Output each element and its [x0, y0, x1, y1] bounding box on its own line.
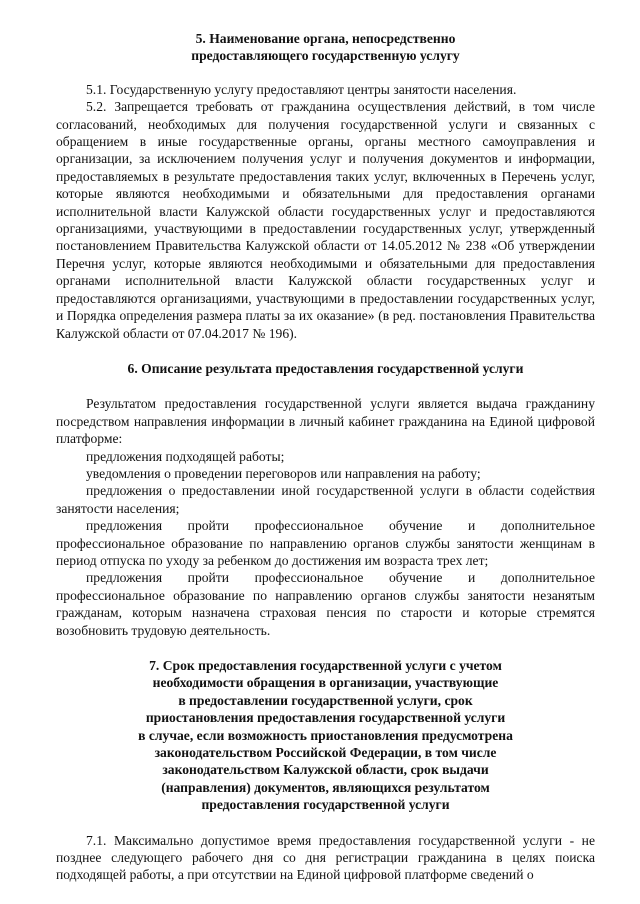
document-content: [56, 30, 595, 884]
section-7-heading-line: законодательством Российской Федерации, в том числе: [154, 745, 497, 761]
result-item: предложения подходящей работы;: [86, 448, 285, 464]
result-item: предложения пройти профессиональное обучение и дополнительное профессиональное образование по направлению органов службы занятости женщинам в период отпуска по уходу за ребенком до достижения им возраста трех лет;: [56, 518, 595, 568]
paragraph-5-1: 5.1. Государственную услугу предоставляют центры занятости населения.: [86, 81, 517, 97]
section-5-heading: [56, 30, 595, 65]
section-7-heading-line: приостановления предоставления государственной услуги: [145, 710, 506, 726]
section-7-heading-line: (направления) документов, являющихся результатом: [161, 779, 490, 795]
result-item: предложения о предоставлении иной государственной услуги в области содействия занятости населения;: [56, 483, 595, 516]
paragraph-7-1: 7.1. Максимально допустимое время предоставления государственной услуги - не позднее следующего рабочего дня со дня регистрации гражданина в целях поиска подходящей работы, а при отсутствии на Единой цифровой платформе сведений о: [56, 832, 595, 883]
section-5-heading-line: 5. Наименование органа, непосредственно: [195, 31, 456, 46]
paragraph-5-2: 5.2. Запрещается требовать от гражданина осуществления действий, в том числе согласований, необходимых для получения государственной услуги и связанных с обращением в иные государственные органы, органы местного самоуправления и организации, за исключением получения услуг и получения документов и информации, предоставляемых в результате предоставления таких услуг, включенных в Перечень услуг, которые являются необходимыми и обязательными для предоставления органами исполнительной власти Калужской области государственных услуг и предоставляются организациями, участвующими в предоставлении государственных услуг, утвержденный постановлением Правительства Калужской области от 14.05.2012 № 238 «Об утверждении Перечня услуг, которые являются необходимыми и обязательными для предоставления органами исполнительной власти Калужской области государственных услуг и предоставляются организациями, участвующими в предоставлении государственных услуг, и Порядка определения размера платы за их оказание» (в ред. постановления Правительства Калужской области от 07.04.2017 № 196).: [56, 99, 595, 341]
result-item: предложения пройти профессиональное обучение и дополнительное профессиональное образование по направлению органов службы занятости незанятым гражданам, которым назначена страховая пенсия по старости и которые стремятся возобновить трудовую деятельность.: [56, 570, 595, 638]
section-7-heading-line: 7. Срок предоставления государственной услуги с учетом: [149, 658, 502, 673]
result-item: уведомления о проведении переговоров или направления на работу;: [86, 465, 481, 481]
section-7-heading-line: в случае, если возможность приостановления предусмотрена: [138, 727, 513, 743]
section-6-heading: 6. Описание результата предоставления государственной услуги: [127, 360, 524, 376]
section-7-heading: [56, 657, 595, 814]
section-7-heading-line: предоставления государственной услуги: [201, 797, 450, 813]
section-7-heading-line: необходимости обращения в организации, участвующие: [152, 675, 499, 691]
section-7-heading-line: законодательством Калужской области, срок выдачи: [162, 762, 489, 778]
section-6-intro: Результатом предоставления государственной услуги является выдача гражданину посредством направления информации в личный кабинет гражданина на Единой цифровой платформе:: [56, 396, 595, 447]
section-7-heading-line: в предоставлении государственной услуги, срок: [178, 692, 473, 708]
section-5-heading-line: предоставляющего государственную услугу: [191, 48, 460, 64]
